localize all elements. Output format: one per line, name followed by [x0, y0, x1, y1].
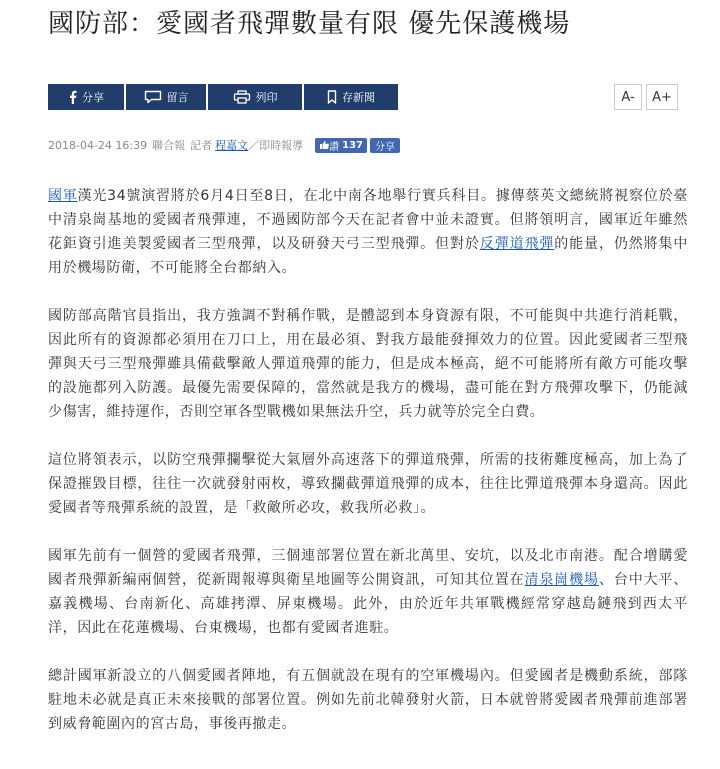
- article-meta: [48, 136, 400, 154]
- article-paragraph-3: 這位將領表示，以防空飛彈攔擊從大氣層外高速落下的彈道飛彈，所需的技術難度極高，加上為了保證摧毀目標，往往一次就發射兩枚，導致攔截彈道飛彈的成本，往往比彈道飛彈本身還高。因此愛國者等飛彈系統的設置，是「救敵所必攻，救我所必救」。: [48, 452, 688, 516]
- reporter-link[interactable]: 程嘉文: [215, 139, 249, 152]
- share-button[interactable]: [48, 84, 124, 110]
- news-source: 聯合報: [152, 139, 186, 152]
- article-paragraph-5: 總計國軍新設立的八個愛國者陣地，有五個就設在現有的空軍機場內。但愛國者是機動系統，部隊駐地未必就是真正未來接戰的部署位置。例如先前北韓發射火箭，日本就曾將愛國者飛彈前進部署到威脅範圍內的宮古島，事後再撤走。: [48, 668, 688, 732]
- font-size-decrease-button[interactable]: A-: [614, 84, 642, 110]
- like-count: 137: [342, 139, 363, 151]
- keyword-link-anti-ballistic-missile[interactable]: 反彈道飛彈: [479, 236, 555, 252]
- save-news-label: 存新聞: [342, 91, 375, 104]
- like-label: 讚: [329, 141, 340, 153]
- article-paragraph-2: 國防部高階官員指出，我方強調不對稱作戰，是體認到本身資源有限，不可能與中共進行消耗戰，因此所有的資源都必須用在刀口上，用在最必須、對我方最能發揮效力的位置。因此愛國者三型飛彈與天弓三型飛彈雖具備截擊敵人彈道飛彈的能力，但是成本極高，絕不可能將所有敵方可能攻擊的設施都列入防護。最優先需要保障的，當然就是我方的機場，盡可能在對方飛彈攻擊下，仍能減少傷害，維持運作，否則空軍各型戰機如果無法升空，兵力就等於完全白費。: [48, 308, 688, 420]
- article-toolbar: [48, 84, 398, 110]
- article-paragraph-1: [48, 184, 688, 280]
- keyword-link-ching-chuan-kang-airport[interactable]: 清泉崗機場: [524, 572, 599, 588]
- article-body: [48, 184, 688, 760]
- share-label: 分享: [82, 91, 104, 104]
- reporter-prefix: 記者: [190, 139, 213, 152]
- comment-button[interactable]: [126, 84, 206, 110]
- paragraph-text: 國軍先前有一個營的愛國者飛彈，三個連部署位置在新北萬里、安坑，以及北市南港。配合增購愛國者飛彈新編兩個營，從新聞報導與衛星地圖等公開資訊，可知其位置在: [48, 548, 688, 588]
- save-news-button[interactable]: [304, 84, 398, 110]
- bookmark-icon: [327, 90, 337, 104]
- print-button[interactable]: [208, 84, 302, 110]
- thumbs-up-icon: [319, 140, 329, 150]
- paragraph-text: 漢光34號演習將於6月4日至8日，在北中南各地舉行實兵科目。據傳蔡英文總統將視察位於臺中清泉崗基地的愛國者飛彈連，不過國防部今天在記者會中並未證實。但將領明言，國軍近年雖然花鉅資引進美製愛國者三型飛彈，以及研發天弓三型飛彈。但對於: [48, 188, 688, 252]
- keyword-link-national-army[interactable]: 國軍: [48, 188, 78, 204]
- paragraph-text: 的能量，仍然將集中用於機場防衛，不可能將全台都納入。: [48, 236, 689, 276]
- print-label: 列印: [255, 91, 278, 104]
- comment-label: 留言: [166, 91, 189, 104]
- article-paragraph-4: [48, 544, 688, 640]
- facebook-share-button[interactable]: 分享: [370, 138, 400, 153]
- paragraph-text: 、台中大平、嘉義機場、台南新化、高雄拷潭、屏東機場。此外，由於近年共軍戰機經常穿越島鏈飛到西太平洋，因此在花蓮機場、台東機場，也都有愛國者進駐。: [48, 572, 688, 636]
- facebook-icon: [68, 90, 77, 104]
- article-title: 國防部：愛國者飛彈數量有限 優先保護機場: [48, 9, 571, 39]
- reporter-suffix: ／即時報導: [248, 139, 304, 152]
- publish-datetime: 2018-04-24 16:39: [48, 138, 148, 152]
- font-size-increase-button[interactable]: A+: [646, 84, 678, 110]
- facebook-like-button[interactable]: [315, 138, 367, 153]
- comment-icon: [144, 90, 162, 104]
- printer-icon: [233, 90, 251, 104]
